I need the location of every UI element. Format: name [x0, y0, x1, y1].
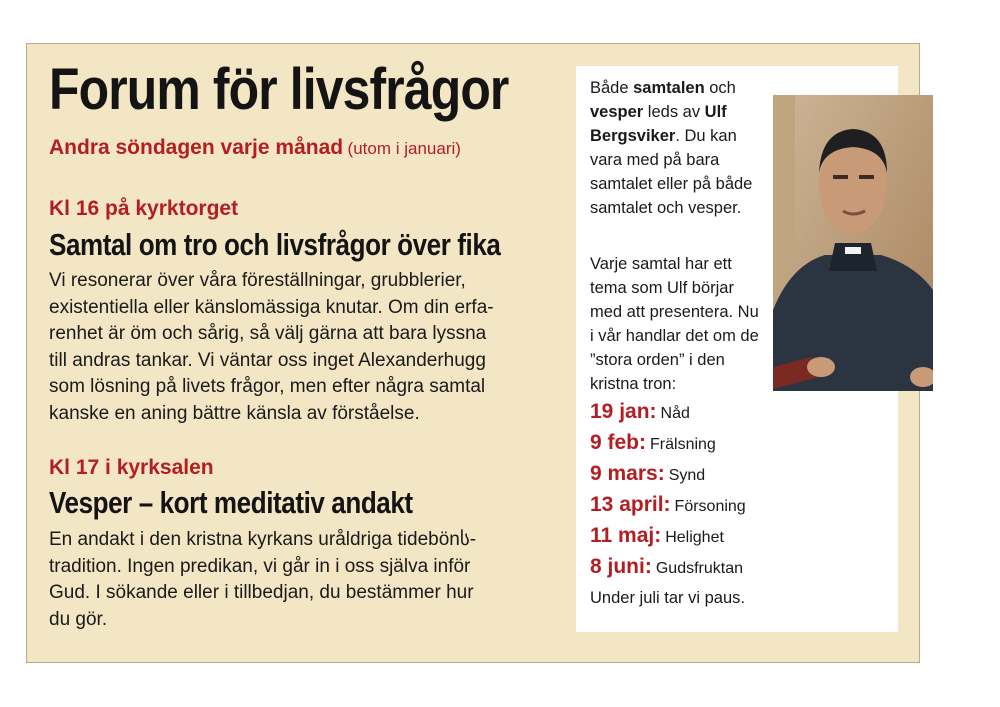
sidebar-footer: Under juli tar vi paus. — [590, 589, 745, 607]
body-line: Gud. I sökande eller i tillbedjan, du bestämmer hur — [49, 582, 474, 603]
subtitle-exception: (utom i januari) — [347, 139, 461, 158]
body-line: som lösning på livets frågor, men efter några samtal — [49, 376, 486, 397]
body-line: tradition. Ingen predikan, vi går in i oss själva inför — [49, 555, 471, 577]
schedule-item: 13 april: Försoning — [590, 493, 746, 516]
subtitle-schedule: Andra söndagen varje månad — [49, 136, 344, 159]
sidebar-box — [576, 66, 898, 632]
body-line: du gör. — [49, 608, 108, 630]
sidebar-theme: Varje samtal har ett tema som Ulf börjar med att presentera. Nu i vår handlar det om de ”stora orden” i den kristna tron: — [590, 255, 759, 393]
schedule-item: 9 mars: Synd — [590, 462, 706, 485]
section1-time: Kl 16 på kyrktorget — [49, 197, 239, 220]
schedule-item: 9 feb: Frälsning — [590, 431, 716, 454]
body-line: Vi resonerar över våra föreställningar, grubblerier, — [49, 270, 466, 291]
body-line: kanske en aning bättre känsla av förståelse. — [49, 402, 420, 424]
section1-heading: Samtal om tro och livsfrågor över fika — [49, 227, 501, 262]
body-line: En andakt i den kristna kyrkans uråldriga tidebönს- — [49, 529, 477, 550]
sidebar-intro: Både samtalen och vesper leds av Ulf Bergsviker. Du kan vara med på bara samtalet eller på både samtalet och vesper. — [590, 79, 753, 217]
priest-photo — [773, 95, 933, 391]
section2-body — [49, 527, 569, 633]
schedule-item: 19 jan: Nåd — [590, 400, 690, 423]
page-title: Forum för livsfrågor — [49, 57, 509, 122]
body-line: existentiella eller känslomässiga knutar. Om din erfa- — [49, 296, 494, 318]
body-line: till andras tankar. Vi väntar oss inget Alexanderhugg — [49, 349, 486, 371]
schedule-item: 8 juni: Gudsfruktan — [590, 555, 743, 578]
subtitle — [49, 136, 461, 160]
body-line: renhet är öm och sårig, så välj gärna att bara lyssna — [49, 323, 487, 344]
section1-body — [49, 268, 569, 427]
section2-time: Kl 17 i kyrksalen — [49, 456, 214, 479]
schedule-list — [590, 396, 746, 582]
schedule-item: 11 maj: Helighet — [590, 524, 724, 547]
section2-heading: Vesper – kort meditativ andakt — [49, 485, 413, 520]
